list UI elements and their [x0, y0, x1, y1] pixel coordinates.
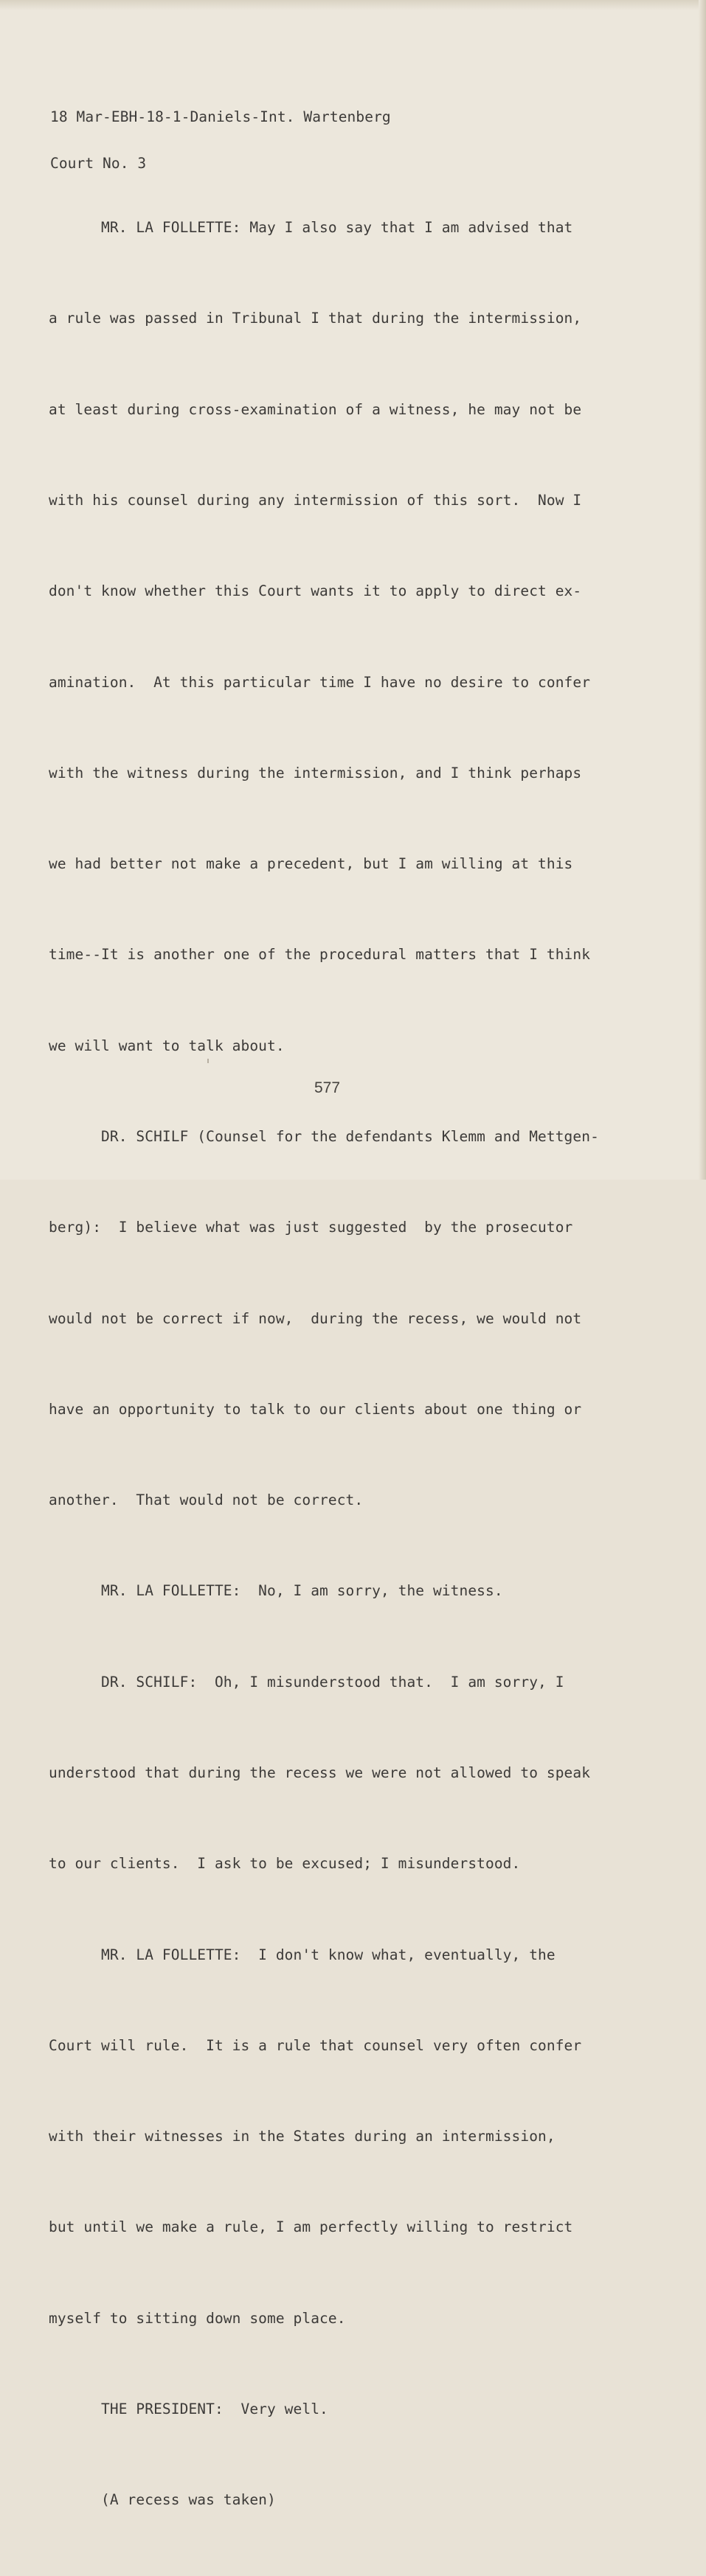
transcript-line: we had better not make a precedent, but I am willing at this — [49, 855, 573, 873]
transcript-line: time--It is another one of the procedural matters that I think — [49, 946, 591, 964]
transcript-line: DR. SCHILF (Counsel for the defendants Klemm and Mettgen- — [49, 1128, 599, 1145]
transcript-line: with their witnesses in the States during an intermission, — [49, 2128, 556, 2145]
transcript-line: THE PRESIDENT: Very well. — [49, 2400, 328, 2417]
transcript-line: DR. SCHILF: Oh, I misunderstood that. I am sorry, I — [49, 1673, 564, 1691]
transcript-line: Court will rule. It is a rule that counsel very often confer — [49, 2036, 582, 2054]
header-line-2: Court No. 3 — [50, 155, 147, 172]
transcript-line: but until we make a rule, I am perfectly willing to restrict — [49, 2218, 573, 2236]
page-mark — [207, 1059, 209, 1063]
transcript-line: have an opportunity to talk to our clients about one thing or — [49, 1400, 582, 1418]
transcript-line: with his counsel during any intermission of this sort. Now I — [49, 492, 582, 509]
transcript-line: we will want to talk about. — [49, 1037, 285, 1054]
transcript-line: a rule was passed in Tribunal I that during the intermission, — [49, 310, 582, 327]
transcript-line: don't know whether this Court wants it to apply to direct ex- — [49, 582, 582, 600]
transcript-line: would not be correct if now, during the recess, we would not — [49, 1309, 582, 1327]
transcript-line: amination. At this particular time I have no desire to confer — [49, 673, 591, 691]
transcript-line: myself to sitting down some place. — [49, 2309, 346, 2327]
transcript-line: MR. LA FOLLETTE: I don't know what, eventually, the — [49, 1946, 556, 1963]
transcript-body — [49, 152, 599, 2576]
header-line-1: 18 Mar-EBH-18-1-Daniels-Int. Wartenberg — [50, 108, 391, 125]
transcript-line: understood that during the recess we were not allowed to speak — [49, 1764, 591, 1781]
transcript-line: berg): I believe what was just suggested by the prosecutor — [49, 1219, 573, 1236]
transcript-line: at least during cross-examination of a witness, he may not be — [49, 400, 582, 418]
transcript-line: with the witness during the intermission, and I think perhaps — [49, 764, 582, 781]
page-number: 577 — [314, 1079, 341, 1096]
transcript-line: another. That would not be correct. — [49, 1491, 364, 1509]
transcript-line: MR. LA FOLLETTE: No, I am sorry, the witness. — [49, 1582, 503, 1600]
transcript-line: (A recess was taken) — [49, 2491, 276, 2509]
transcript-line: MR. LA FOLLETTE: May I also say that I am advised that — [49, 219, 573, 237]
transcript-line: to our clients. I ask to be excused; I misunderstood. — [49, 1855, 521, 1873]
page-edge-top — [0, 0, 706, 10]
page-edge-right — [699, 0, 706, 1180]
